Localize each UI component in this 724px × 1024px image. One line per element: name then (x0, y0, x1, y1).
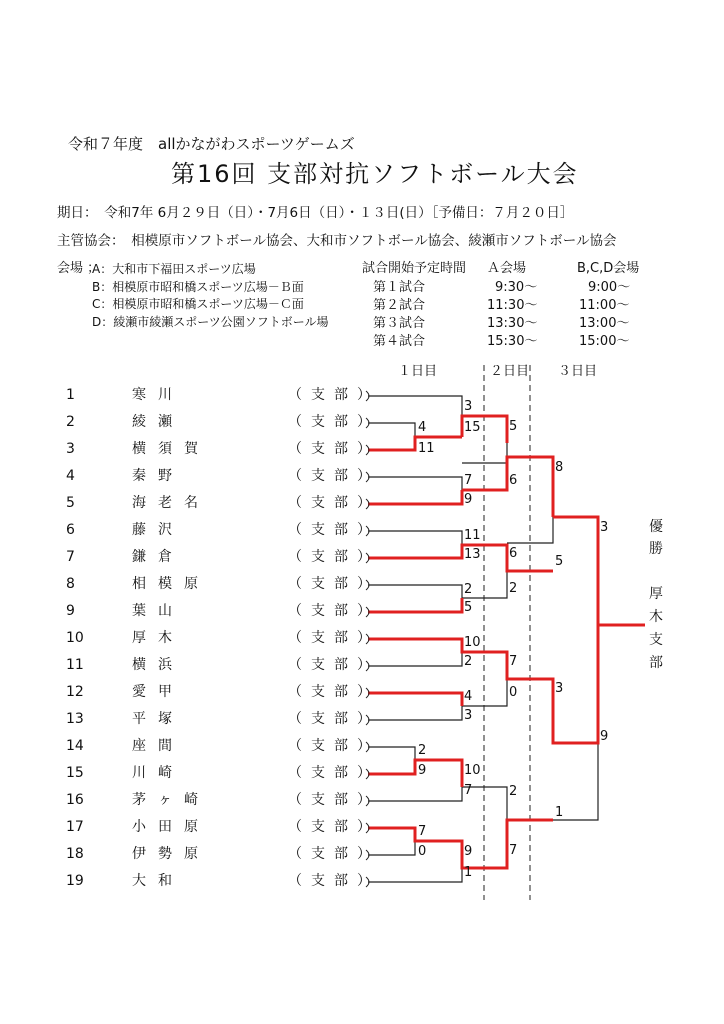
team-name: 横浜 (132, 657, 184, 673)
venue-item: A：大和市下福田スポーツ広場 (92, 262, 256, 276)
team-number: 16 (66, 792, 84, 808)
team-number: 8 (66, 576, 75, 592)
score: 5 (555, 554, 564, 569)
schedule-time-a: 15:30～ (487, 334, 538, 349)
team-name: 横須賀 (132, 441, 210, 457)
team-name: 藤沢 (132, 522, 184, 538)
score: 3 (464, 708, 473, 723)
team-branch: （支部） (288, 819, 380, 835)
schedule-match: 第３試合 (373, 316, 426, 331)
team-name: 伊勢原 (132, 846, 210, 862)
bracket-line (368, 477, 462, 490)
team-name: 海老名 (132, 495, 210, 511)
event-subtitle: 令和７年度 allかながわスポーツゲームズ (68, 135, 355, 153)
bracket-line (368, 396, 462, 423)
bracket-line (368, 747, 415, 760)
team-branch: （支部） (288, 657, 380, 673)
bracket-line (368, 787, 462, 801)
team-number: 19 (66, 873, 84, 889)
team-line-cap (366, 445, 369, 455)
team-line-cap (366, 634, 369, 644)
team-branch: （支部） (288, 468, 380, 484)
bracket-line (368, 585, 462, 598)
team-line-cap (366, 391, 369, 401)
bracket-line (368, 652, 462, 666)
score: 9 (418, 763, 427, 778)
team-branch: （支部） (288, 630, 380, 646)
score: 10 (464, 635, 481, 650)
day-label: １日目 (398, 364, 438, 379)
team-line-cap (366, 607, 369, 617)
team-branch: （支部） (288, 765, 380, 781)
team-branch: （支部） (288, 684, 380, 700)
team-number: 12 (66, 684, 84, 700)
schedule-time-bcd: 9:00～ (588, 280, 631, 295)
team-branch: （支部） (288, 441, 380, 457)
score: 8 (555, 460, 564, 475)
team-number: 17 (66, 819, 84, 835)
team-number: 18 (66, 846, 84, 862)
bracket-line (368, 423, 415, 437)
score: 15 (464, 420, 481, 435)
team-number: 5 (66, 495, 75, 511)
team-name: 川崎 (132, 765, 184, 781)
bracket-line-win (553, 517, 645, 625)
team-name: 寒川 (132, 387, 184, 403)
team-branch: （支部） (288, 711, 380, 727)
bracket-line-win (368, 490, 462, 504)
team-branch: （支部） (288, 738, 380, 754)
team-number: 7 (66, 549, 75, 565)
team-branch: （支部） (288, 387, 380, 403)
team-line-cap (366, 877, 369, 887)
bracket-line-win (368, 598, 462, 612)
bracket-line-win (368, 437, 462, 450)
team-line-ends (366, 391, 369, 887)
team-branch: （支部） (288, 873, 380, 889)
bracket-line (368, 868, 462, 882)
team-number: 10 (66, 630, 84, 646)
team-name: 相模原 (132, 576, 210, 592)
schedule-title: 試合開始予定時間 (362, 261, 467, 276)
schedule-match: 第１試合 (373, 280, 426, 295)
team-name: 綾瀬 (132, 414, 184, 430)
score: 1 (464, 865, 473, 880)
team-number: 1 (66, 387, 75, 403)
team-branch: （支部） (288, 522, 380, 538)
team-name: 平塚 (132, 711, 184, 727)
team-line-cap (366, 418, 369, 428)
team-branch: （支部） (288, 495, 380, 511)
team-line-cap (366, 823, 369, 833)
score: 5 (464, 600, 473, 615)
team-name: 茅ヶ崎 (132, 792, 210, 808)
venue-item: D：綾瀬市綾瀬スポーツ公園ソフトボール場 (92, 315, 329, 329)
team-name: 大和 (132, 873, 184, 889)
team-name: 葉山 (132, 603, 184, 619)
bracket-line-win (368, 693, 462, 706)
score: 10 (464, 763, 481, 778)
team-line-cap (366, 742, 369, 752)
score: 7 (509, 654, 518, 669)
score: 7 (464, 473, 473, 488)
team-line-cap (366, 580, 369, 590)
team-name: 鎌倉 (132, 549, 184, 565)
score: 5 (509, 419, 518, 434)
score: 0 (509, 685, 518, 700)
schedule-time-bcd: 15:00～ (579, 334, 630, 349)
team-line-cap (366, 499, 369, 509)
schedule-time-a: 9:30～ (495, 280, 538, 295)
event-dates: 期日： 令和7年 6月２９日（日）・7月6日（日）・１３日(日）［予備日：７月２０日］ (57, 205, 574, 221)
team-line-cap (366, 688, 369, 698)
team-branch: （支部） (288, 549, 380, 565)
team-name: 愛甲 (132, 684, 184, 700)
team-number: 13 (66, 711, 84, 727)
team-number: 14 (66, 738, 84, 754)
schedule-time-bcd: 11:00～ (579, 298, 630, 313)
schedule-col-bcd: B,C,D会場 (577, 261, 640, 276)
team-branch: （支部） (288, 846, 380, 862)
schedule-time-a: 13:30～ (487, 316, 538, 331)
score: 7 (464, 783, 473, 798)
team-line-cap (366, 526, 369, 536)
score: 4 (418, 420, 427, 435)
bracket-line-win (368, 820, 553, 868)
schedule-col-a: Ａ会場 (487, 261, 527, 276)
bracket-line (368, 531, 462, 545)
score: 13 (464, 547, 481, 562)
score: 11 (418, 441, 435, 456)
score: 9 (464, 844, 473, 859)
team-branch: （支部） (288, 414, 380, 430)
team-line-cap (366, 661, 369, 671)
score: 4 (464, 689, 473, 704)
schedule-match: 第２試合 (373, 298, 426, 313)
bracket-line-win (368, 625, 598, 743)
score: 2 (509, 581, 518, 596)
team-name: 座間 (132, 738, 184, 754)
champion-label: 優 勝 (649, 519, 663, 557)
team-line-cap (366, 769, 369, 779)
score: 9 (464, 492, 473, 507)
score: 7 (509, 843, 518, 858)
score: 0 (418, 844, 427, 859)
bracket-line-win (368, 545, 553, 571)
team-name: 小田原 (132, 819, 210, 835)
day-label: ２日目 (490, 364, 530, 379)
venue-label: 会場 ； (57, 261, 101, 276)
team-line-cap (366, 472, 369, 482)
team-number: 9 (66, 603, 75, 619)
bracket-line (553, 625, 598, 820)
score: 2 (418, 743, 427, 758)
team-line-cap (366, 553, 369, 563)
champion-team: 厚 木 支 部 (649, 586, 663, 671)
bracket-line-win (368, 760, 462, 787)
team-branch: （支部） (288, 792, 380, 808)
bracket-line (368, 706, 462, 720)
team-number: 11 (66, 657, 84, 673)
score: 3 (555, 681, 564, 696)
score: 1 (555, 805, 564, 820)
team-branch: （支部） (288, 576, 380, 592)
score: 7 (418, 824, 427, 839)
score: 6 (509, 546, 518, 561)
bracket-line (368, 841, 415, 855)
team-number: 3 (66, 441, 75, 457)
schedule-time-a: 11:30～ (487, 298, 538, 313)
score: 9 (600, 729, 609, 744)
team-name: 秦野 (132, 468, 184, 484)
score: 3 (600, 520, 609, 535)
page-title: 第16回 支部対抗ソフトボール大会 (171, 160, 579, 188)
bracket-line-win (462, 457, 553, 517)
team-number: 4 (66, 468, 75, 484)
score: 6 (509, 473, 518, 488)
score: 3 (464, 399, 473, 414)
team-number: 2 (66, 414, 75, 430)
organizers: 主管協会： 相模原市ソフトボール協会、大和市ソフトボール協会、綾瀬市ソフトボール協会 (57, 233, 617, 249)
score: 2 (464, 582, 473, 597)
team-branch: （支部） (288, 603, 380, 619)
team-line-cap (366, 850, 369, 860)
schedule-match: 第４試合 (373, 334, 426, 349)
score: 2 (509, 784, 518, 799)
score: 2 (464, 654, 473, 669)
team-line-cap (366, 715, 369, 725)
team-line-cap (366, 796, 369, 806)
venue-item: B：相模原市昭和橋スポーツ広場－Ｂ面 (92, 280, 304, 294)
day-label: ３日目 (558, 364, 598, 379)
schedule-time-bcd: 13:00～ (579, 316, 630, 331)
team-number: 15 (66, 765, 84, 781)
venue-item: C：相模原市昭和橋スポーツ広場－Ｃ面 (92, 297, 304, 311)
score: 11 (464, 528, 481, 543)
team-name: 厚木 (132, 630, 184, 646)
team-number: 6 (66, 522, 75, 538)
